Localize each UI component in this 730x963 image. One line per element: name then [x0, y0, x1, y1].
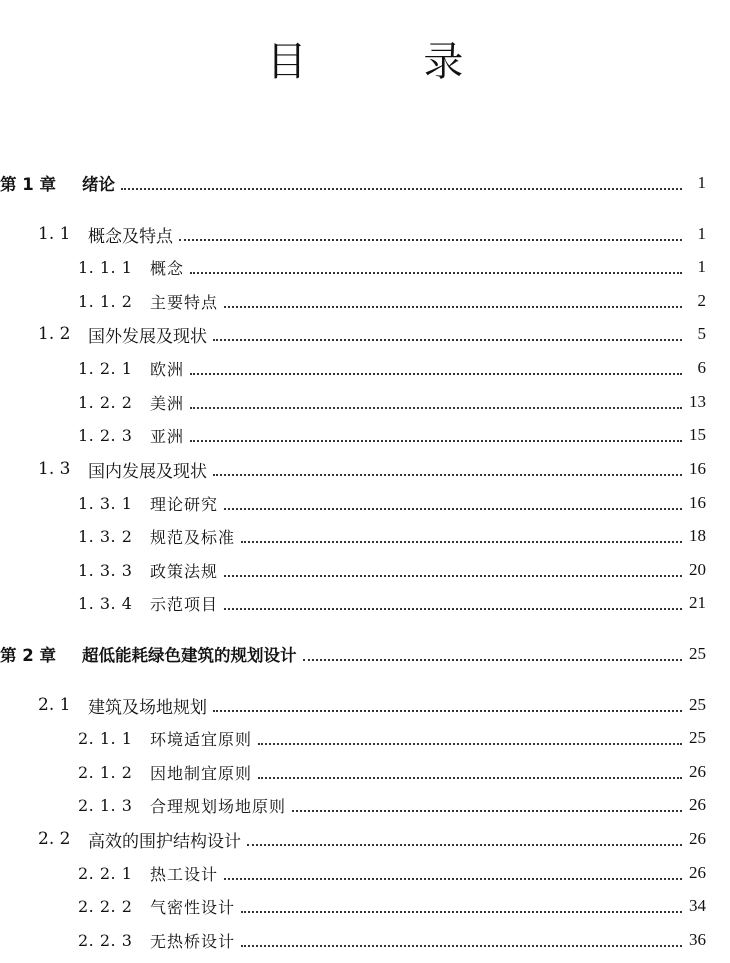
toc-entry-page-number: 26 — [689, 829, 706, 848]
toc-entry-page-number: 26 — [689, 795, 706, 814]
toc-entry-subsection[interactable] — [0, 420, 706, 450]
toc-entry-subsection[interactable] — [0, 521, 706, 551]
toc-entry-number: 1. 3 — [38, 459, 71, 479]
toc-leader-dots — [213, 473, 682, 476]
toc-entry-page-number: 26 — [689, 863, 706, 882]
toc-entry-title: 热工设计 — [150, 864, 219, 884]
toc-entry-number: 1. 3. 3 — [78, 560, 133, 580]
toc-entry-number: 2. 2. 1 — [78, 863, 133, 883]
toc-leader-dots — [224, 574, 682, 577]
toc-entry-subsection[interactable] — [0, 387, 706, 417]
toc-entry-title: 示范项目 — [150, 594, 219, 614]
toc-leader-dots — [224, 305, 682, 308]
toc-leader-dots — [241, 944, 682, 947]
toc-entry-title: 高效的围护结构设计 — [88, 831, 241, 852]
toc-entry-section[interactable] — [0, 319, 706, 349]
toc-entry-subsection[interactable] — [0, 252, 706, 282]
toc-entry-number: 2. 2. 3 — [78, 930, 133, 950]
toc-entry-title: 因地制宜原则 — [150, 763, 253, 783]
toc-entry-title: 超低能耗绿色建筑的规划设计 — [82, 646, 297, 665]
toc-entry-page-number: 25 — [689, 728, 706, 747]
toc-entry-section[interactable] — [0, 219, 706, 249]
toc-entry-title: 规范及标准 — [150, 527, 236, 547]
toc-entry-page-number: 34 — [689, 896, 706, 915]
toc-entry-number: 第 1 章 — [0, 175, 56, 194]
toc-entry-subsection[interactable] — [0, 555, 706, 585]
toc-leader-dots — [241, 910, 682, 913]
toc-entry-title: 政策法规 — [150, 561, 219, 581]
toc-entry-number: 第 2 章 — [0, 646, 56, 665]
toc-entry-page-number: 16 — [689, 493, 706, 512]
page-title: 目 录 — [266, 39, 516, 85]
toc-entry-title: 合理规划场地原则 — [150, 796, 287, 816]
toc-entry-number: 1. 3. 1 — [78, 493, 133, 513]
toc-entry-title: 建筑及场地规划 — [88, 697, 207, 718]
toc-entry-subsection[interactable] — [0, 891, 706, 921]
toc-entry-page-number: 25 — [689, 695, 706, 714]
toc-entry-title: 美洲 — [150, 393, 185, 413]
toc-entry-subsection[interactable] — [0, 858, 706, 888]
toc-entry-number: 1. 2 — [38, 324, 71, 344]
toc-leader-dots — [303, 658, 683, 661]
toc-entry-chapter[interactable] — [0, 639, 706, 669]
toc-entry-page-number: 26 — [689, 762, 706, 781]
toc-leader-dots — [258, 776, 682, 779]
toc-entry-subsection[interactable] — [0, 488, 706, 518]
toc-entry-page-number: 20 — [689, 560, 706, 579]
toc-entry-number: 1. 1. 1 — [78, 257, 133, 277]
toc-leader-dots — [190, 406, 682, 409]
toc-leader-dots — [190, 271, 682, 274]
toc-leader-dots — [224, 507, 682, 510]
toc-entry-title: 国内发展及现状 — [88, 461, 207, 482]
toc-entry-page-number: 2 — [697, 291, 706, 310]
toc-entry-number: 2. 2. 2 — [78, 896, 133, 916]
toc-entry-number: 1. 3. 4 — [78, 593, 133, 613]
toc-entry-page-number: 1 — [697, 173, 706, 192]
toc-entry-number: 1. 1 — [38, 224, 71, 244]
toc-leader-dots — [213, 709, 682, 712]
toc-leader-dots — [190, 439, 682, 442]
toc-entry-title: 概念及特点 — [88, 226, 173, 247]
toc-entry-number: 1. 2. 3 — [78, 425, 133, 445]
toc-entry-page-number: 18 — [689, 526, 706, 545]
toc-entry-title: 无热桥设计 — [150, 931, 236, 951]
toc-leader-dots — [224, 607, 682, 610]
toc-leader-dots — [213, 338, 682, 341]
toc-leader-dots — [247, 843, 682, 846]
toc-entry-number: 2. 1. 2 — [78, 762, 133, 782]
toc-entry-page-number: 36 — [689, 930, 706, 949]
toc-entry-chapter[interactable] — [0, 168, 706, 198]
toc-entry-title: 理论研究 — [150, 494, 219, 514]
toc-entry-page-number: 13 — [689, 392, 706, 411]
toc-entry-subsection[interactable] — [0, 353, 706, 383]
toc-entry-page-number: 25 — [689, 644, 706, 663]
toc-entry-page-number: 1 — [697, 224, 706, 243]
toc-entry-number: 2. 2 — [38, 829, 71, 849]
toc-entry-number: 1. 1. 2 — [78, 291, 133, 311]
toc-entry-number: 1. 2. 2 — [78, 392, 133, 412]
toc-entry-number: 2. 1 — [38, 695, 71, 715]
toc-entry-subsection[interactable] — [0, 286, 706, 316]
toc-entry-title: 国外发展及现状 — [88, 326, 207, 347]
toc-entry-title: 环境适宜原则 — [150, 729, 253, 749]
toc-entry-number: 2. 1. 3 — [78, 795, 133, 815]
toc-leader-dots — [292, 809, 682, 812]
toc-entry-section[interactable] — [0, 454, 706, 484]
toc-entry-page-number: 5 — [697, 324, 706, 343]
toc-leader-dots — [241, 540, 682, 543]
toc-entry-subsection[interactable] — [0, 790, 706, 820]
toc-entry-section[interactable] — [0, 824, 706, 854]
toc-entry-title: 亚洲 — [150, 426, 185, 446]
toc-entry-page-number: 6 — [697, 358, 706, 377]
toc-entry-subsection[interactable] — [0, 925, 706, 955]
toc-entry-page-number: 21 — [689, 593, 706, 612]
toc-entry-number: 2. 1. 1 — [78, 728, 133, 748]
toc-leader-dots — [258, 742, 682, 745]
toc-entry-number: 1. 2. 1 — [78, 358, 133, 378]
toc-leader-dots — [224, 877, 682, 880]
toc-leader-dots — [121, 187, 682, 190]
toc-entry-page-number: 16 — [689, 459, 706, 478]
toc-leader-dots — [190, 372, 682, 375]
toc-entry-title: 欧洲 — [150, 359, 185, 379]
toc-entry-page-number: 1 — [697, 257, 706, 276]
toc-entry-title: 绪论 — [82, 175, 115, 194]
toc-entry-title: 主要特点 — [150, 292, 219, 312]
toc-entry-subsection[interactable] — [0, 757, 706, 787]
toc-entry-number: 1. 3. 2 — [78, 526, 133, 546]
toc-entry-subsection[interactable] — [0, 723, 706, 753]
toc-entry-section[interactable] — [0, 690, 706, 720]
toc-entry-title: 气密性设计 — [150, 897, 236, 917]
toc-entry-title: 概念 — [150, 258, 185, 278]
toc-leader-dots — [179, 238, 682, 241]
toc-entry-page-number: 15 — [689, 425, 706, 444]
toc-entry-subsection[interactable] — [0, 588, 706, 618]
